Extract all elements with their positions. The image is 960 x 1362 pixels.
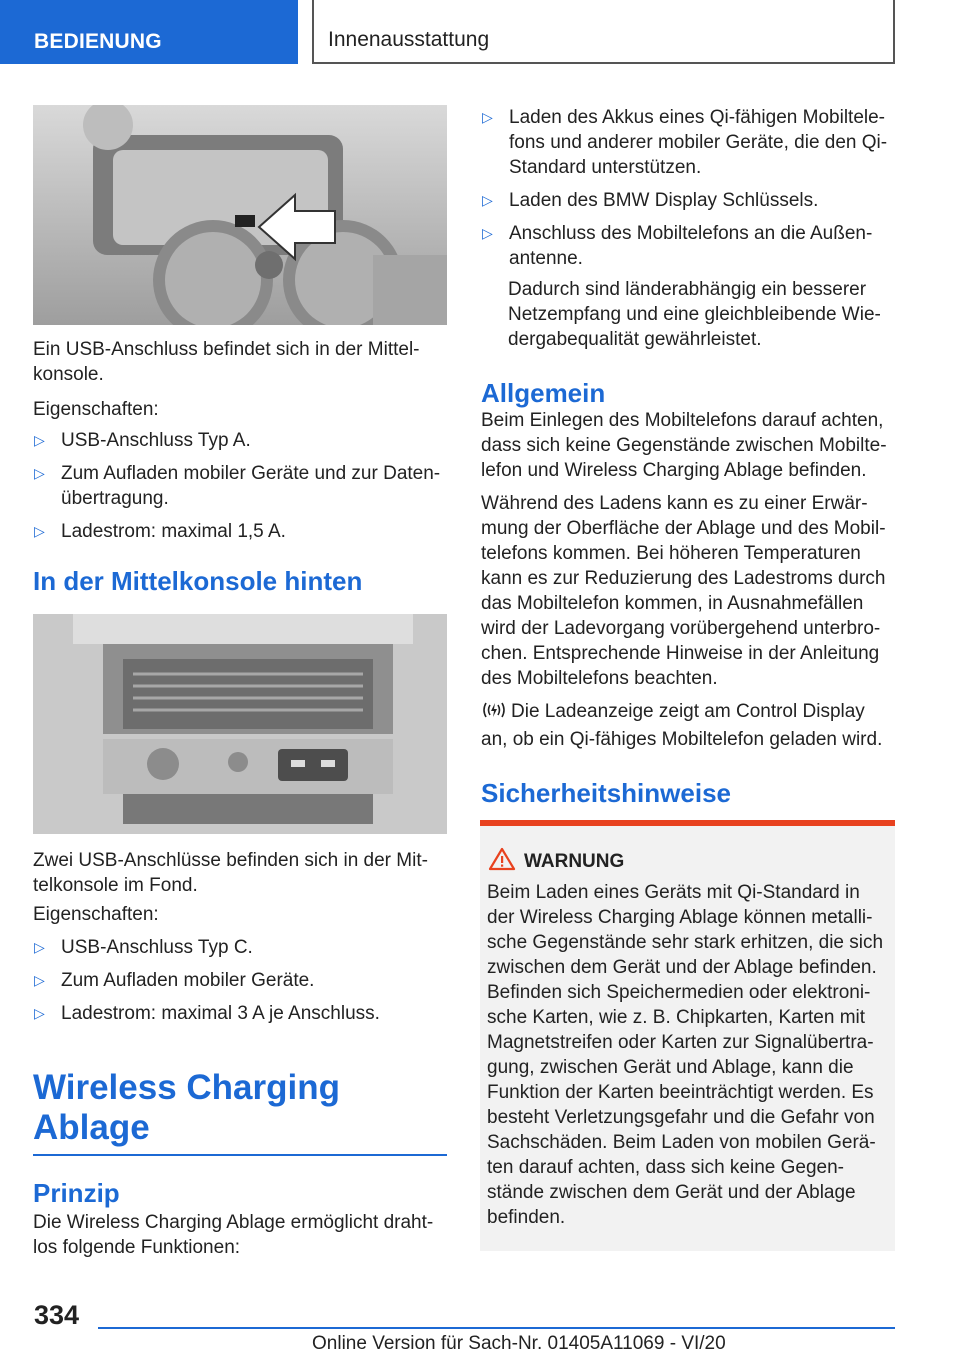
section-title: BEDIENUNG xyxy=(34,30,162,53)
rear-console-usb-photo xyxy=(33,614,447,834)
page-number: 334 xyxy=(34,1300,80,1330)
indicator-paragraph: Die Ladeanzeige zeigt am Control Display an, ob ein Qi-fähiges Mobiltelefon geladen wird. xyxy=(481,701,883,750)
left-column xyxy=(33,105,447,1260)
heading-sicherheit: Sicherheitshinweise xyxy=(481,778,731,808)
triangle-right-icon: ▷ xyxy=(34,523,45,539)
warning-triangle-icon xyxy=(488,847,516,876)
triangle-right-icon: ▷ xyxy=(34,939,45,955)
list-item: ▷ Laden des Akkus eines Qi-fähigen Mobiltele-fons und anderer mobiler Geräte, die den Qi-Standard unterstützen. xyxy=(482,107,888,178)
front-console-usb-photo xyxy=(33,105,447,325)
front-usb-caption: Ein USB-Anschluss befindet sich in der Mittel-konsole. xyxy=(33,339,420,385)
antenna-note: Dadurch sind länderabhängig ein besserer Netzempfang und eine gleichbleibende Wie-dergabequalität gewährleistet. xyxy=(508,279,881,350)
allgemein-paragraph-2: Während des Ladens kann es zu einer Erwär-mung der Oberfläche der Ablage und des Mobil-telefons kommen. Bei höheren Temperaturen kann es zur Reduzierung des Ladestroms durch das Mobiltelefon kommen, in Ausnahmefällen wird der Ladevorgang vorübergehend unterbro-chen. Entsprechende Hinweise in der Anleitung des Mobiltelefons beachten. xyxy=(481,493,886,689)
heading-rear-console: In der Mittelkonsole hinten xyxy=(33,566,363,596)
footer-rule xyxy=(98,1327,895,1329)
triangle-right-icon: ▷ xyxy=(482,192,493,208)
triangle-right-icon: ▷ xyxy=(482,109,493,125)
rear-usb-caption: Zwei USB-Anschlüsse befinden sich in der Mit-telkonsole im Fond. xyxy=(33,850,428,896)
heading-allgemein: Allgemein xyxy=(481,378,606,408)
heading-wireless-charging: Wireless Charging Ablage xyxy=(33,1068,340,1147)
allgemein-paragraph-1: Beim Einlegen des Mobiltelefons darauf achten, dass sich keine Gegenstände zwischen Mobilte-lefon und Wireless Charging Ablage befinden. xyxy=(481,410,887,481)
warning-title: WARNUNG xyxy=(524,851,625,872)
list-item: ▷ Anschluss des Mobiltelefons an die Außen-antenne. xyxy=(482,223,873,269)
list-item: ▷ Ladestrom: maximal 1,5 A. xyxy=(34,521,286,542)
list-item: ▷ Zum Aufladen mobiler Geräte. xyxy=(34,970,315,991)
list-item: ▷ USB-Anschluss Typ A. xyxy=(34,430,251,451)
heading-rule xyxy=(33,1154,447,1156)
warning-bar xyxy=(480,820,895,826)
footer-version-text: Online Version für Sach-Nr. 01405A11069 - VI/20 xyxy=(312,1333,726,1354)
chapter-header xyxy=(312,0,895,64)
warning-box xyxy=(480,820,895,1251)
properties-label-1: Eigenschaften: xyxy=(33,399,159,420)
right-column xyxy=(481,105,895,808)
section-tab xyxy=(0,0,298,64)
triangle-right-icon: ▷ xyxy=(34,972,45,988)
list-item: ▷ Ladestrom: maximal 3 A je Anschluss. xyxy=(34,1003,380,1024)
triangle-right-icon: ▷ xyxy=(482,225,493,241)
list-item: ▷ Laden des BMW Display Schlüssels. xyxy=(482,190,819,211)
wireless-charging-indicator-icon xyxy=(481,700,511,727)
properties-label-2: Eigenschaften: xyxy=(33,904,159,925)
triangle-right-icon: ▷ xyxy=(34,465,45,481)
triangle-right-icon: ▷ xyxy=(34,432,45,448)
list-item: ▷ USB-Anschluss Typ C. xyxy=(34,937,253,958)
prinzip-text: Die Wireless Charging Ablage ermöglicht draht-los folgende Funktionen: xyxy=(33,1212,434,1258)
chapter-title: Innenausstattung xyxy=(328,28,490,51)
warning-text: Beim Laden eines Geräts mit Qi-Standard in der Wireless Charging Ablage können metalli-sche Gegenstände sehr stark erhitzen, die sich zwischen dem Gerät und der Ablage befinden. Befinden sich Speichermedien oder elektroni-sche Karten, wie z. B. Chipkarten, Karten mit Magnetstreifen oder Karten zur Signalübertra-gung, zwischen Gerät und Ablage, kann die Funktion der Karten beeinträchtigt werden. Es besteht Verletzungsgefahr und die Gefahr von Sachschäden. Beim Laden von mobilen Gerä-ten darauf achten, dass sich keine Gegen-stände zwischen dem Gerät und der Ablage befinden. xyxy=(487,882,884,1228)
list-item: ▷ Zum Aufladen mobiler Geräte und zur Daten-übertragung. xyxy=(34,463,441,509)
triangle-right-icon: ▷ xyxy=(34,1005,45,1021)
heading-prinzip: Prinzip xyxy=(33,1178,120,1208)
